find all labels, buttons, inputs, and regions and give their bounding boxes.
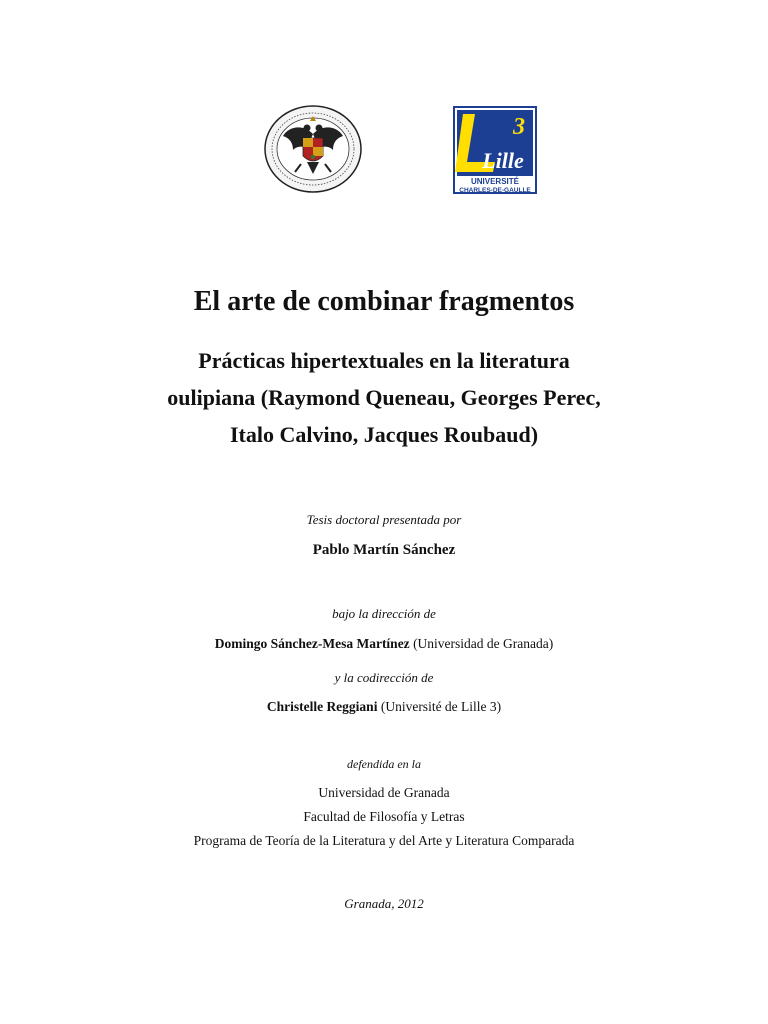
codirector-affiliation: (Université de Lille 3) <box>380 699 502 714</box>
subtitle-line: oulipiana (Raymond Queneau, Georges Perec, <box>167 385 601 410</box>
lille-line2: CHARLES-DE-GAULLE <box>459 187 531 194</box>
thesis-subtitle <box>0 342 768 453</box>
subtitle-line: Italo Calvino, Jacques Roubaud) <box>229 422 539 447</box>
lille-3-university-logo-icon <box>453 106 537 194</box>
direction-label: bajo la dirección de <box>332 606 436 621</box>
codirector-name: Christelle Reggiani <box>266 699 378 714</box>
institution-line: Facultad de Filosofía y Letras <box>303 809 465 824</box>
codirection-label: y la codirección de <box>334 670 434 685</box>
institution-line: Universidad de Granada <box>318 785 450 800</box>
institution-line: Programa de Teoría de la Literatura y del Arte y Literatura Comparada <box>193 833 575 848</box>
lille-word: Lille <box>482 148 524 173</box>
lille-line1: UNIVERSITÉ <box>470 177 520 186</box>
director-name: Domingo Sánchez-Mesa Martínez <box>214 636 410 651</box>
subtitle-line: Prácticas hipertextuales en la literatura <box>198 348 570 373</box>
director-affiliation: (Universidad de Granada) <box>413 636 554 651</box>
lille-number: 3 <box>513 114 525 140</box>
thesis-title: El arte de combinar fragmentos <box>193 286 575 317</box>
logos-row <box>0 100 768 200</box>
presented-by-label: Tesis doctoral presentada por <box>306 512 462 527</box>
place-date: Granada, 2012 <box>344 896 424 911</box>
author-name: Pablo Martín Sánchez <box>312 542 456 558</box>
codirector-line <box>0 699 768 715</box>
director-line <box>0 636 768 652</box>
university-of-granada-seal-icon <box>263 104 363 194</box>
defended-label: defendida en la <box>347 757 421 771</box>
